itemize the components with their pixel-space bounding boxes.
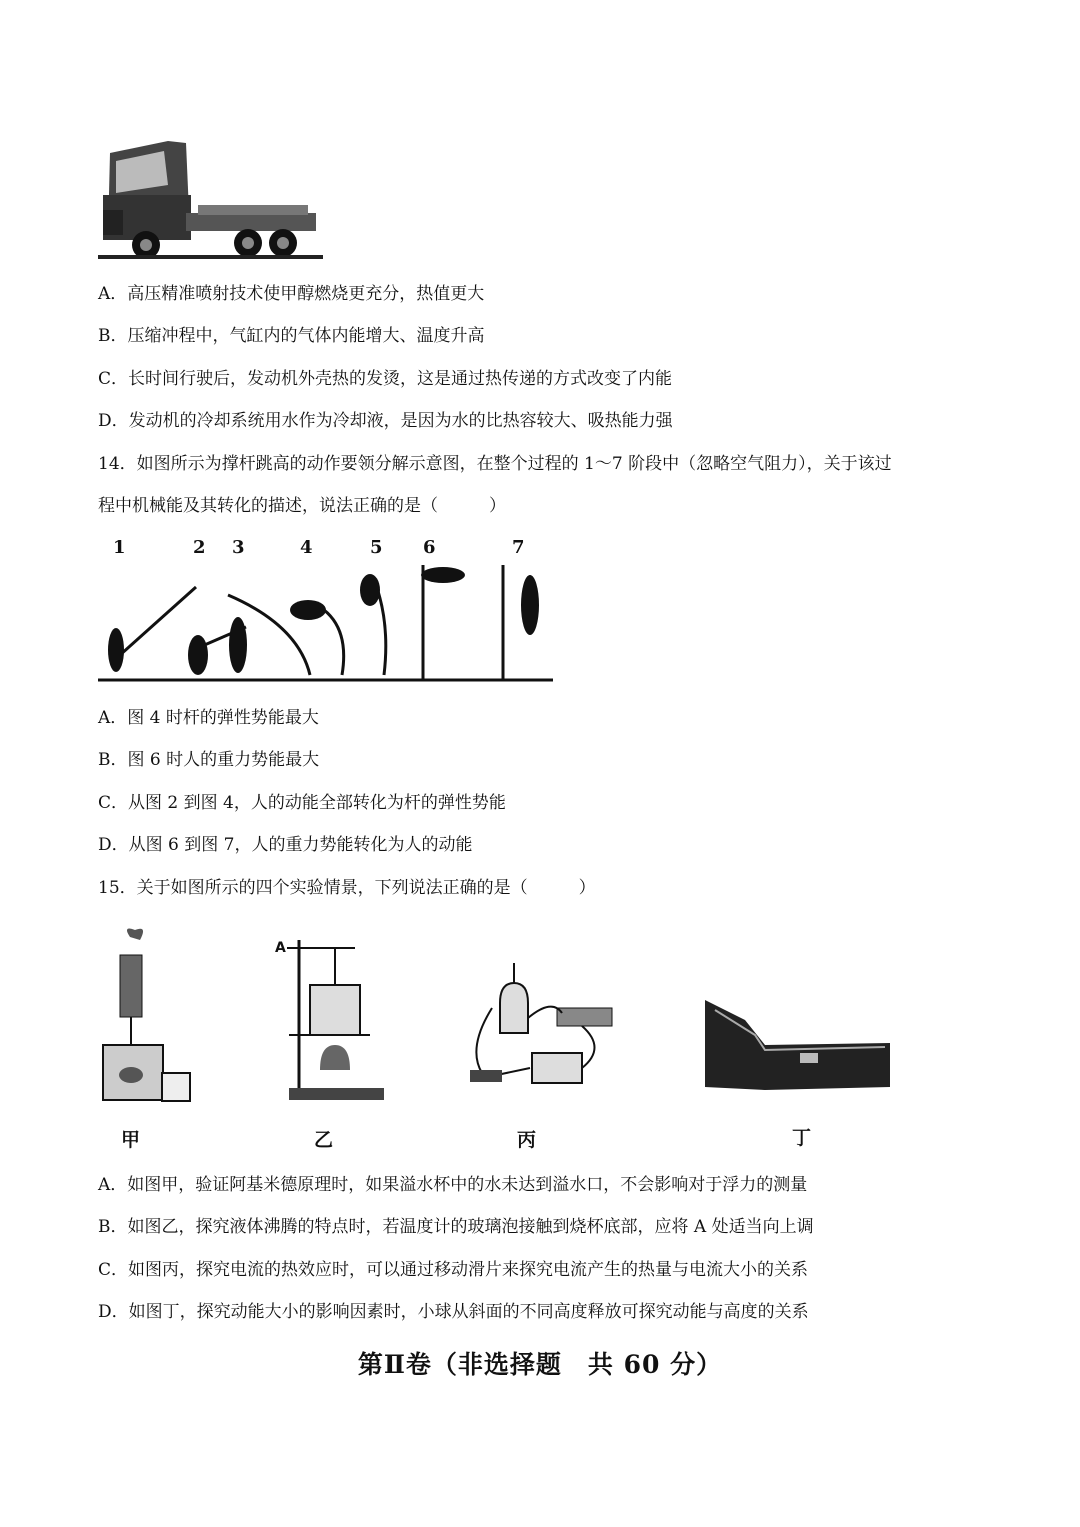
experiment-yi-figure [275, 930, 387, 1105]
truck-figure [98, 135, 323, 265]
q13-option-d: D．发动机的冷却系统用水作为冷却液，是因为水的比热容较大、吸热能力强 [98, 411, 673, 431]
q14-option-d: D．从图 6 到图 7，人的重力势能转化为人的动能 [98, 835, 473, 855]
q14-stem-line1: 14．如图所示为撑杆跳高的动作要领分解示意图，在整个过程的 1～7 阶段中（忽略空气阻力），关于该过 [98, 454, 892, 474]
q13-option-a: A．高压精准喷射技术使甲醇燃烧更充分，热值更大 [98, 284, 485, 304]
q14-option-b: B．图 6 时人的重力势能最大 [98, 750, 320, 770]
q14-stem-line2: 程中机械能及其转化的描述，说法正确的是（ ） [98, 496, 506, 516]
q14-option-a: A．图 4 时杆的弹性势能最大 [98, 708, 319, 728]
q15-option-d: D．如图丁，探究动能大小的影响因素时，小球从斜面的不同高度释放可探究动能与高度的关系 [98, 1302, 809, 1322]
stage-label-3: 3 [232, 537, 245, 558]
stage-label-7: 7 [512, 537, 525, 558]
caption-yi: 乙 [314, 1129, 334, 1151]
caption-jia: 甲 [121, 1129, 141, 1151]
q13-option-c: C．长时间行驶后，发动机外壳热的发烫，这是通过热传递的方式改变了内能 [98, 369, 673, 389]
caption-bing: 丙 [517, 1129, 537, 1151]
q15-option-a: A．如图甲，验证阿基米德原理时，如果溢水杯中的水未达到溢水口，不会影响对于浮力的测量 [98, 1175, 808, 1195]
q15-option-c: C．如图丙，探究电流的热效应时，可以通过移动滑片来探究电流产生的热量与电流大小的关系 [98, 1260, 809, 1280]
q13-option-b: B．压缩冲程中，气缸内的气体内能增大、温度升高 [98, 326, 485, 346]
stage-label-2: 2 [193, 537, 206, 558]
experiment-bing-figure [462, 958, 617, 1093]
experiment-jia-figure [100, 925, 195, 1105]
q15-stem: 15．关于如图所示的四个实验情景，下列说法正确的是（ ） [98, 878, 596, 898]
stage-label-4: 4 [300, 537, 313, 558]
q14-option-c: C．从图 2 到图 4，人的动能全部转化为杆的弹性势能 [98, 793, 506, 813]
stage-label-5: 5 [370, 537, 383, 558]
stage-label-6: 6 [423, 537, 436, 558]
experiment-ding-figure [705, 995, 890, 1095]
q15-option-b: B．如图乙，探究液体沸腾的特点时，若温度计的玻璃泡接触到烧杯底部，应将 A 处适当向上调 [98, 1217, 814, 1237]
caption-ding: 丁 [792, 1127, 812, 1149]
stage-label-1: 1 [113, 537, 126, 558]
section-title: 第Ⅱ卷（非选择题 共 60 分） [357, 1350, 723, 1379]
pole-vault-figure [98, 535, 558, 685]
label-a: A [275, 940, 286, 956]
